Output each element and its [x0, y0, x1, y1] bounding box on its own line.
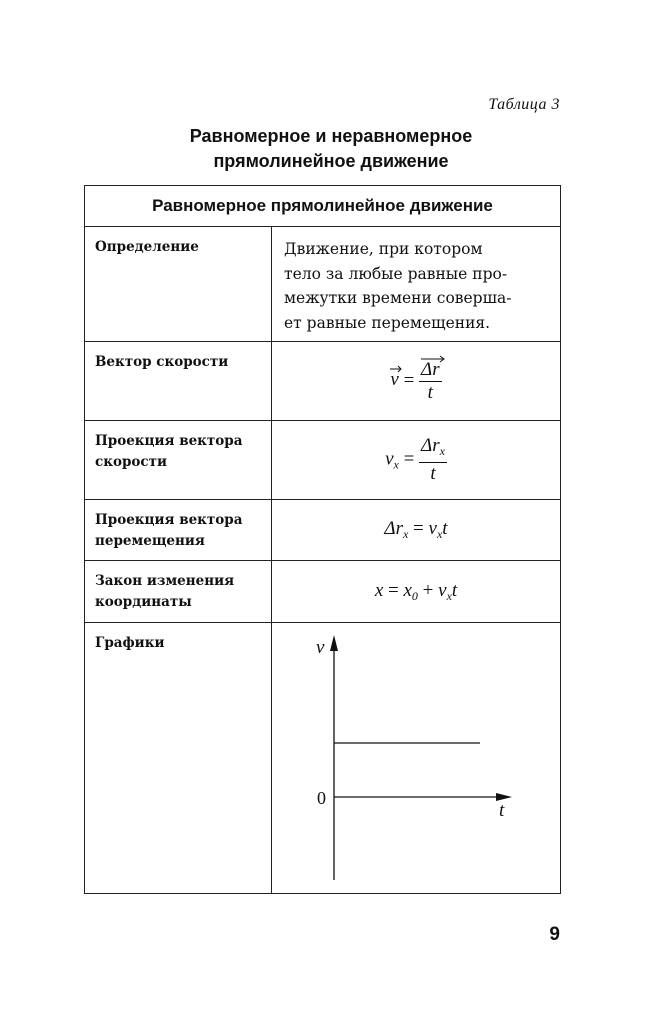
- definition-line: ет равные перемещения.: [284, 313, 491, 332]
- displacement-vector-symbol: Δr: [421, 359, 440, 381]
- table-row-displacement-projection: [85, 500, 561, 561]
- fraction: $\frac{\Delta r_x}{t}$: [421, 435, 445, 484]
- page-title: [0, 124, 662, 174]
- vector-arrow-icon: [421, 355, 445, 363]
- velocity-vector-symbol: v: [390, 369, 398, 391]
- velocity-projection-formula: $v_x$ = $\frac{\Delta r_x}{t}$: [272, 421, 561, 500]
- definition-line: Движение, при котором: [284, 240, 483, 258]
- fraction: $\frac{\Delta r}{t}$: [419, 359, 442, 404]
- row-label: Графики: [85, 623, 272, 894]
- definition-text: [272, 227, 561, 342]
- t-axis-label: t: [499, 800, 505, 821]
- coordinate-formula: $x = x_0 + v_xt$: [272, 561, 561, 623]
- velocity-time-graph: [272, 623, 561, 894]
- table-row-definition: [85, 227, 561, 342]
- table-row-velocity-projection: [85, 421, 561, 500]
- row-label: Закон изменения координаты: [85, 561, 272, 623]
- table-row-coordinate-law: [85, 561, 561, 623]
- row-label: Проекция вектора перемещения: [85, 500, 272, 561]
- v-axis-label: v: [316, 637, 325, 658]
- title-line-2: прямолинейное движение: [213, 151, 449, 171]
- motion-table: [84, 185, 561, 894]
- title-line-1: Равномерное и неравномерное: [189, 126, 473, 146]
- origin-label: 0: [317, 788, 326, 808]
- displacement-formula: $\Delta r_x = v_xt$: [272, 500, 561, 561]
- definition-line: межутки времени соверша-: [284, 289, 512, 307]
- table-number: Таблица 3: [488, 96, 560, 113]
- definition-line: тело за любые равные про-: [284, 264, 508, 283]
- page-number: 9: [549, 924, 560, 945]
- row-label: Вектор скорости: [85, 342, 272, 421]
- section-header: Равномерное прямолинейное движение: [85, 186, 561, 227]
- row-label: Определение: [85, 227, 272, 342]
- graph-svg: [272, 623, 560, 893]
- vector-arrow-icon: [390, 365, 402, 373]
- table-row-graphs: [85, 623, 561, 894]
- row-label: Проекция вектора скорости: [85, 421, 272, 500]
- v-axis-arrow-icon: [330, 635, 338, 651]
- velocity-vector-formula: v = $\frac{\Delta r}{t}$: [272, 342, 561, 421]
- table-row-velocity-vector: [85, 342, 561, 421]
